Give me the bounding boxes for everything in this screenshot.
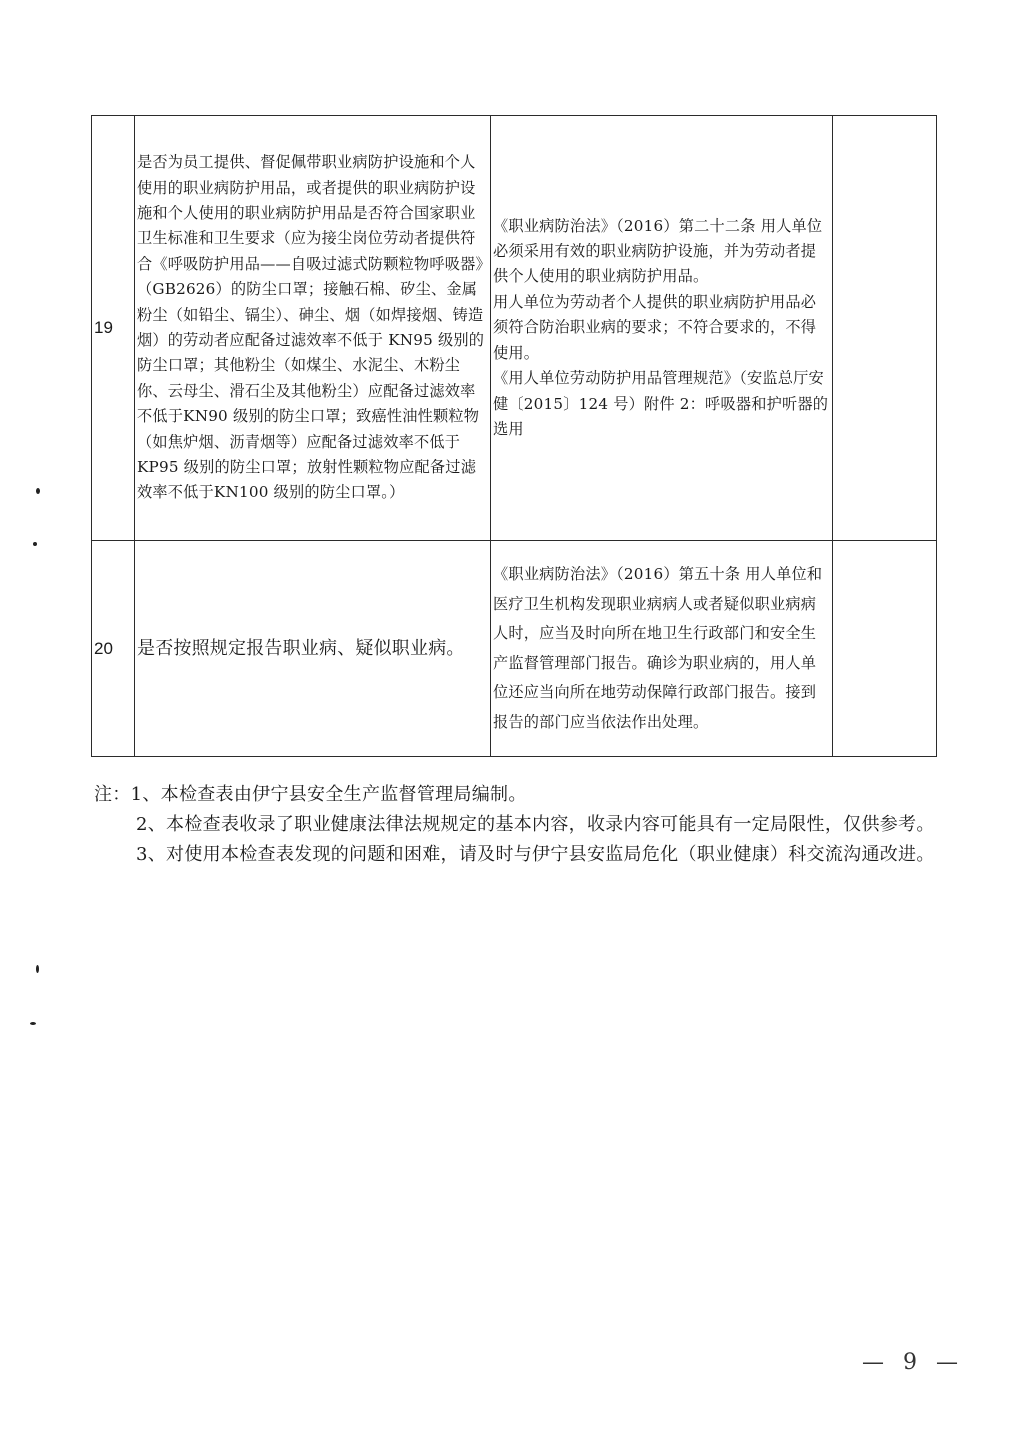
legal-basis-paragraph: 《用人单位劳动防护用品管理规范》（安监总厅安健〔2015〕124 号）附件 2：呼吸器和护听器的选用	[493, 369, 829, 438]
check-item: 是否按照规定报告职业病、疑似职业病。	[135, 541, 491, 757]
notes-section	[94, 780, 944, 870]
legal-basis	[491, 116, 833, 541]
note-3: 3、对使用本检查表发现的问题和困难，请及时与伊宁县安监局危化（职业健康）科交流沟通改进。	[136, 844, 935, 865]
scan-speck	[30, 1022, 36, 1025]
legal-basis-paragraph: 用人单位为劳动者个人提供的职业病防护用品必须符合防治职业病的要求；不符合要求的，不得使用。	[493, 292, 817, 362]
row-number: 20	[92, 541, 135, 757]
check-item: 是否为员工提供、督促佩带职业病防护设施和个人使用的职业病防护用品，或者提供的职业病防护设施和个人使用的职业病防护用品是否符合国家职业卫生标准和卫生要求（应为接尘岗位劳动者提供符合《呼吸防护用品——自吸过滤式防颗粒物呼吸器》（GB2626）的防尘口罩；接触石棉、矽尘、金属粉尘（如铅尘、镉尘）、砷尘、烟（如焊接烟、铸造烟）的劳动者应配备过滤效率不低于 KN95 级别的防尘口罩；其他粉尘（如煤尘、水泥尘、木粉尘你、云母尘、滑石尘及其他粉尘）应配备过滤效率不低于KN90 级别的防尘口罩；致癌性油性颗粒物（如焦炉烟、沥青烟等）应配备过滤效率不低于KP95 级别的防尘口罩；放射性颗粒物应配备过滤效率不低于KN100 级别的防尘口罩。）	[135, 116, 491, 541]
legal-basis	[491, 541, 833, 757]
page-number: — 9 —	[862, 1350, 964, 1375]
legal-basis-paragraph: 《职业病防治法》（2016）第五十条 用人单位和医疗卫生机构发现职业病病人或者疑似职业病病人时，应当及时向所在地卫生行政部门和安全生产监督管理部门报告。确诊为职业病的，用人单位还应当向所在地劳动保障行政部门报告。接到报告的部门应当依法作出处理。	[493, 565, 823, 731]
legal-basis-paragraph: 《职业病防治法》（2016）第二十二条 用人单位必须采用有效的职业病防护设施，并为劳动者提供个人使用的职业病防护用品。	[493, 216, 823, 286]
row-number: 19	[92, 116, 135, 541]
scan-speck	[36, 488, 40, 494]
table-row	[92, 541, 937, 757]
check-result-cell	[833, 116, 937, 541]
scan-speck	[36, 965, 39, 973]
check-result-cell	[833, 541, 937, 757]
inspection-table	[91, 115, 937, 757]
table-row	[92, 116, 937, 541]
note-2: 2、本检查表收录了职业健康法律法规规定的基本内容，收录内容可能具有一定局限性，仅供参考。	[136, 814, 935, 835]
note-1: 注：1、本检查表由伊宁县安全生产监督管理局编制。	[94, 784, 527, 805]
scan-speck	[33, 542, 37, 546]
